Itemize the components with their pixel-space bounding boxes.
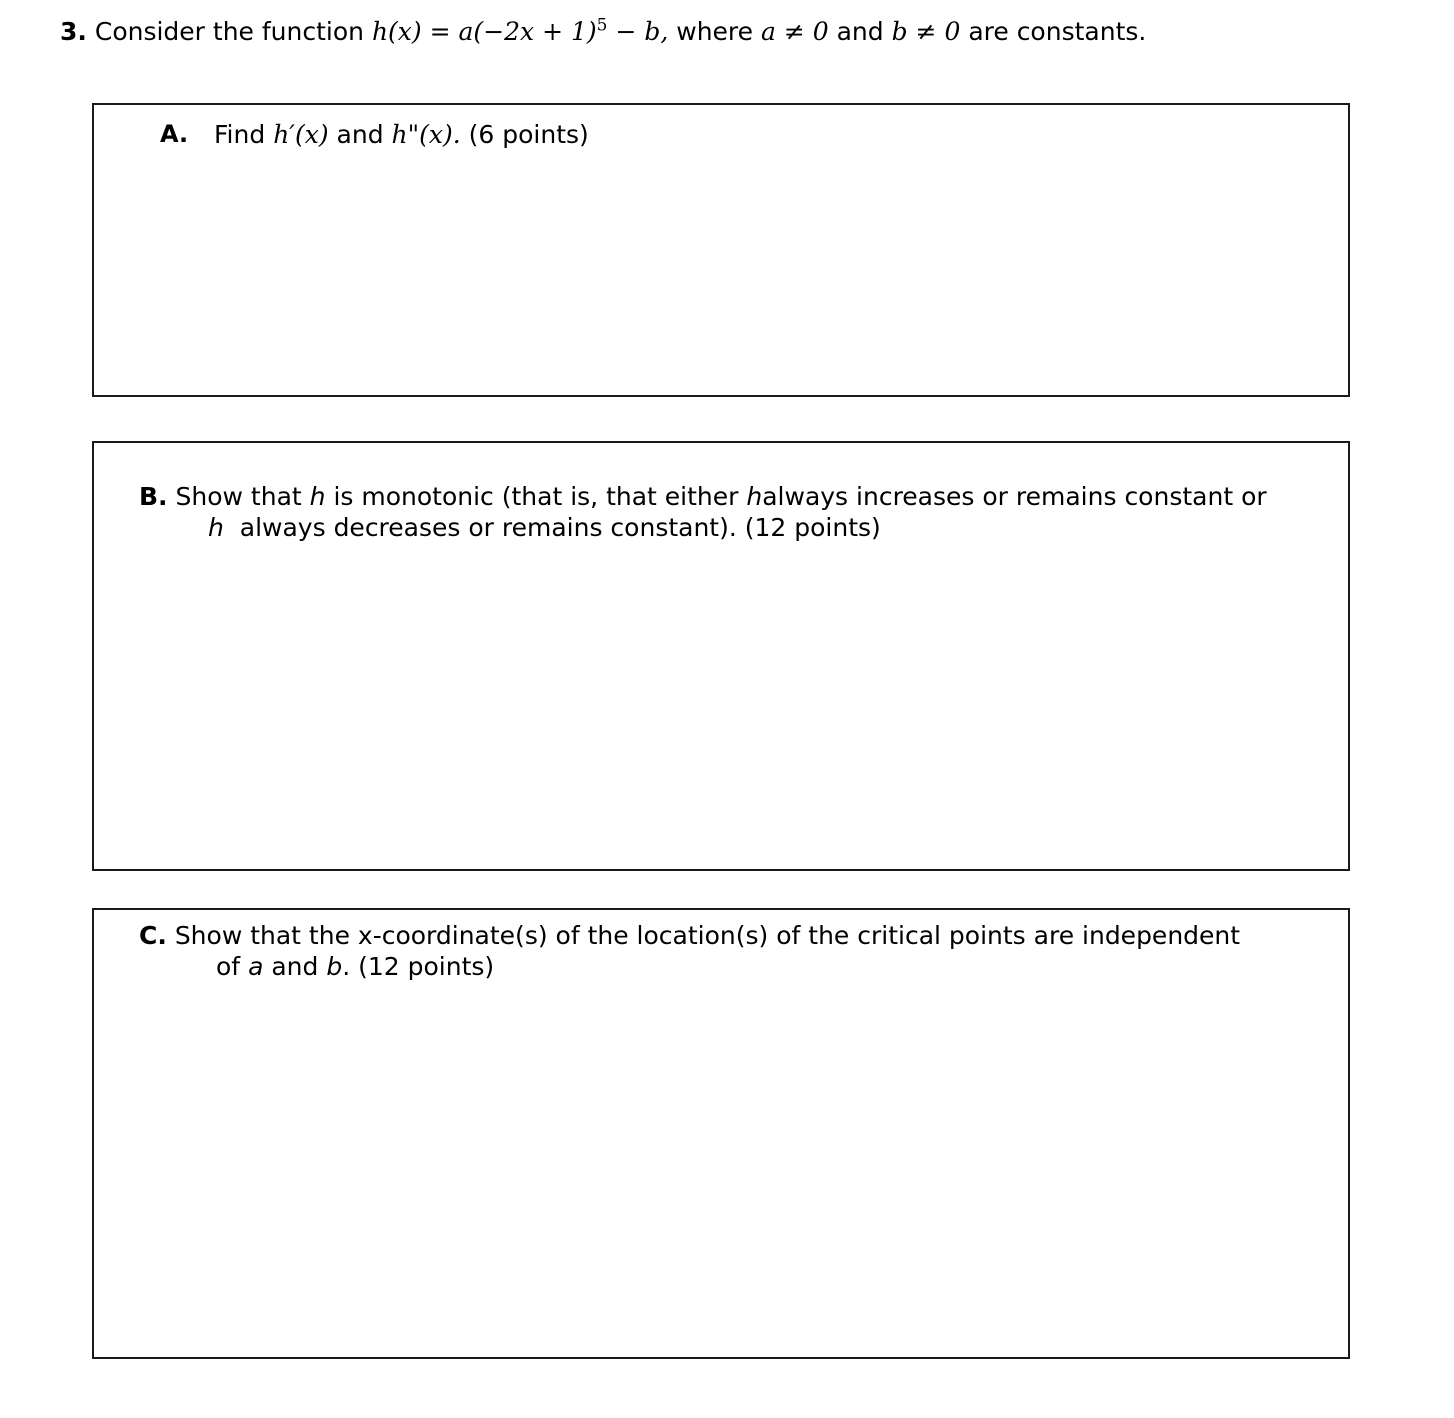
part-a-answer-box[interactable] [92,103,1350,397]
part-a-second-derivative: h"(x). [391,120,461,149]
where-text: where [676,17,754,46]
part-c-answer-box[interactable] [92,908,1350,1359]
part-a-find: Find [214,120,266,149]
question-suffix: are constants. [968,17,1147,46]
question-intro: Consider the function [94,17,364,46]
part-b-var-h-1: h [309,482,326,511]
function-lhs: h(x) [371,17,422,46]
part-a-label: A. [160,120,189,148]
part-b-text-1: Show that [175,482,302,511]
condition-b: b ≠ 0 [891,17,961,46]
and-text: and [836,17,884,46]
function-rhs-base: a(−2x + 1) [458,17,597,46]
part-b-text-3: always increases or remains constant or [762,482,1267,511]
part-b-label: B. [139,482,168,511]
function-exponent: 5 [596,15,608,36]
part-a-points: (6 points) [468,120,589,149]
part-a-first-derivative: h′(x) [273,120,329,149]
part-c-points: . (12 points) [342,952,495,981]
equals-sign: = [429,17,451,46]
part-b-text-4: always decreases or remains constant). (12 points) [239,513,881,542]
part-c-of: of [216,952,241,981]
function-rhs-tail: − b, [615,17,669,46]
part-c-var-b: b [326,952,343,981]
part-b-var-h-3: h [208,513,224,542]
part-c-and: and [271,952,319,981]
part-c-prompt-line-1 [139,920,1240,951]
part-a-prompt [214,119,589,150]
question-number: 3. [60,17,87,46]
condition-a: a ≠ 0 [761,17,829,46]
question-header [60,14,1146,50]
part-b-answer-box[interactable] [92,441,1350,871]
part-c-prompt-line-2 [216,951,494,982]
part-b-var-h-2: h [746,482,763,511]
part-c-label: C. [139,921,167,950]
part-a-and: and [336,120,384,149]
part-c-var-a: a [248,952,264,981]
part-c-text-1: Show that the x-coordinate(s) of the location(s) of the critical points are independent [174,921,1241,950]
part-b-prompt-line-1 [139,481,1267,512]
part-b-text-2: is monotonic (that is, that either [333,482,739,511]
part-b-prompt-line-2 [208,512,881,543]
